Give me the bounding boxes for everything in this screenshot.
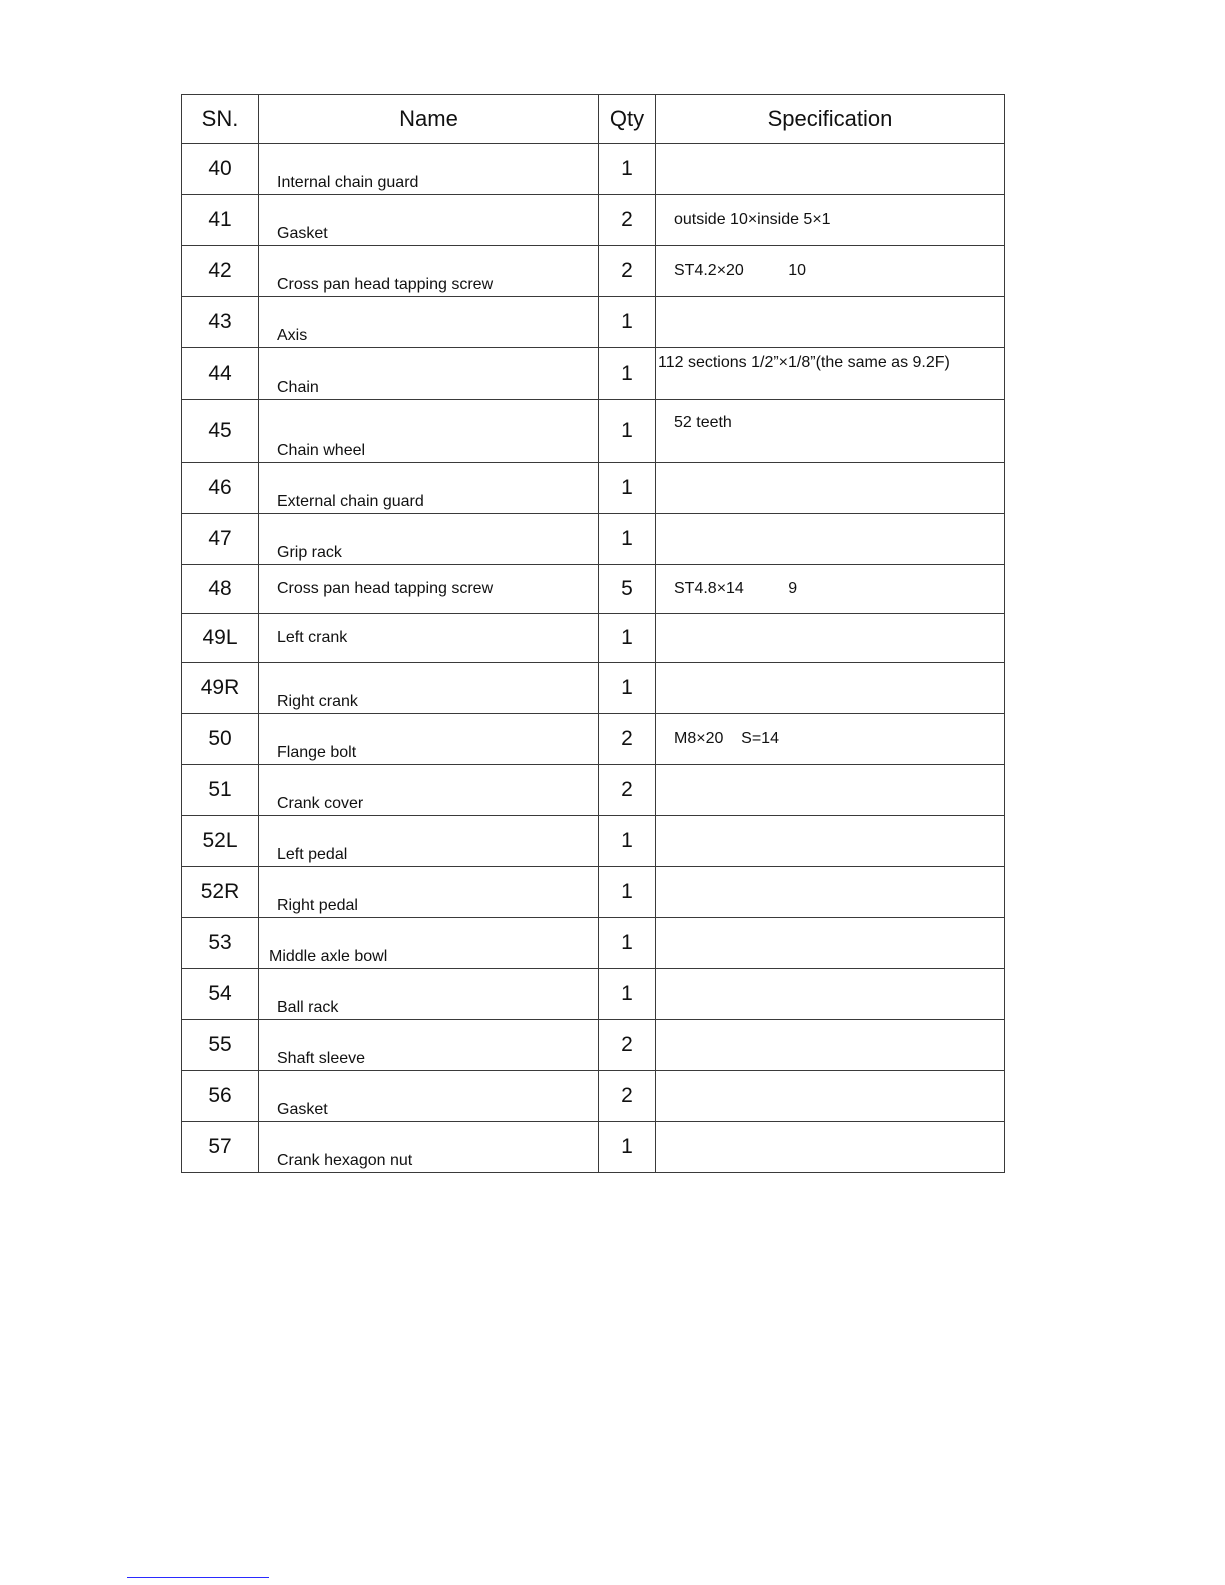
cell-spec — [656, 1071, 1005, 1122]
cell-qty: 2 — [599, 765, 656, 816]
cell-name: Left crank — [259, 614, 599, 663]
table-row — [182, 765, 1005, 816]
cell-spec — [656, 144, 1005, 195]
table-header-row — [182, 95, 1005, 144]
cell-qty: 1 — [599, 463, 656, 514]
cell-spec — [656, 663, 1005, 714]
table-row — [182, 514, 1005, 565]
cell-qty: 2 — [599, 195, 656, 246]
cell-name: Cross pan head tapping screw — [259, 565, 599, 614]
header-sn: SN. — [182, 95, 259, 144]
cell-sn: 47 — [182, 514, 259, 565]
table-row — [182, 816, 1005, 867]
table-row — [182, 246, 1005, 297]
cell-sn: 57 — [182, 1122, 259, 1173]
cell-qty: 1 — [599, 663, 656, 714]
cell-name: Left pedal — [259, 816, 599, 867]
header-name: Name — [259, 95, 599, 144]
cell-name: Flange bolt — [259, 714, 599, 765]
table-row — [182, 867, 1005, 918]
cell-qty: 2 — [599, 1020, 656, 1071]
cell-qty: 1 — [599, 969, 656, 1020]
cell-spec — [656, 1122, 1005, 1173]
cell-sn: 56 — [182, 1071, 259, 1122]
cell-name: Chain wheel — [259, 400, 599, 463]
cell-name: Cross pan head tapping screw — [259, 246, 599, 297]
cell-sn: 43 — [182, 297, 259, 348]
cell-qty: 1 — [599, 918, 656, 969]
table-row — [182, 297, 1005, 348]
cell-spec: 52 teeth — [656, 400, 1005, 463]
cell-qty: 2 — [599, 246, 656, 297]
table-row — [182, 1122, 1005, 1173]
cell-spec — [656, 514, 1005, 565]
cell-qty: 1 — [599, 1122, 656, 1173]
cell-spec — [656, 297, 1005, 348]
cell-spec — [656, 765, 1005, 816]
cell-sn: 53 — [182, 918, 259, 969]
cell-spec — [656, 918, 1005, 969]
cell-spec: ST4.8×14 9 — [656, 565, 1005, 614]
cell-sn: 50 — [182, 714, 259, 765]
cell-name: Chain — [259, 348, 599, 400]
cell-qty: 1 — [599, 297, 656, 348]
table-row — [182, 565, 1005, 614]
table-row — [182, 918, 1005, 969]
cell-sn: 41 — [182, 195, 259, 246]
cell-qty: 1 — [599, 348, 656, 400]
cell-spec — [656, 614, 1005, 663]
cell-sn: 55 — [182, 1020, 259, 1071]
table-row — [182, 1020, 1005, 1071]
cell-sn: 49R — [182, 663, 259, 714]
cell-qty: 1 — [599, 400, 656, 463]
table-row — [182, 714, 1005, 765]
cell-qty: 1 — [599, 816, 656, 867]
table-row — [182, 195, 1005, 246]
cell-sn: 49L — [182, 614, 259, 663]
cell-sn: 45 — [182, 400, 259, 463]
table-row — [182, 1071, 1005, 1122]
cell-name: Shaft sleeve — [259, 1020, 599, 1071]
cell-spec — [656, 816, 1005, 867]
cell-sn: 54 — [182, 969, 259, 1020]
cell-spec — [656, 463, 1005, 514]
table-row — [182, 400, 1005, 463]
cell-sn: 51 — [182, 765, 259, 816]
header-spec: Specification — [656, 95, 1005, 144]
cell-qty: 1 — [599, 514, 656, 565]
cell-spec: ST4.2×20 10 — [656, 246, 1005, 297]
cell-sn: 48 — [182, 565, 259, 614]
cell-name: Ball rack — [259, 969, 599, 1020]
cell-spec — [656, 1020, 1005, 1071]
cell-qty: 1 — [599, 614, 656, 663]
cell-name: Gasket — [259, 1071, 599, 1122]
cell-name: Right pedal — [259, 867, 599, 918]
table-row — [182, 348, 1005, 400]
cell-qty: 1 — [599, 144, 656, 195]
footnote-separator — [127, 1577, 269, 1578]
cell-name: Right crank — [259, 663, 599, 714]
cell-spec: 112 sections 1/2”×1/8”(the same as 9.2F) — [656, 348, 1005, 400]
table-row — [182, 144, 1005, 195]
header-qty: Qty — [599, 95, 656, 144]
cell-sn: 44 — [182, 348, 259, 400]
cell-qty: 2 — [599, 1071, 656, 1122]
table-row — [182, 614, 1005, 663]
cell-spec — [656, 867, 1005, 918]
cell-qty: 5 — [599, 565, 656, 614]
table-row — [182, 663, 1005, 714]
cell-spec — [656, 969, 1005, 1020]
cell-name: External chain guard — [259, 463, 599, 514]
cell-sn: 40 — [182, 144, 259, 195]
cell-qty: 2 — [599, 714, 656, 765]
cell-name: Middle axle bowl — [259, 918, 599, 969]
cell-qty: 1 — [599, 867, 656, 918]
cell-spec: outside 10×inside 5×1 — [656, 195, 1005, 246]
cell-sn: 52R — [182, 867, 259, 918]
cell-name: Crank hexagon nut — [259, 1122, 599, 1173]
parts-table — [181, 94, 1005, 1173]
cell-name: Crank cover — [259, 765, 599, 816]
table-row — [182, 463, 1005, 514]
cell-name: Internal chain guard — [259, 144, 599, 195]
cell-name: Gasket — [259, 195, 599, 246]
cell-sn: 42 — [182, 246, 259, 297]
cell-name: Axis — [259, 297, 599, 348]
cell-sn: 46 — [182, 463, 259, 514]
cell-sn: 52L — [182, 816, 259, 867]
cell-spec: M8×20 S=14 — [656, 714, 1005, 765]
table-row — [182, 969, 1005, 1020]
cell-name: Grip rack — [259, 514, 599, 565]
